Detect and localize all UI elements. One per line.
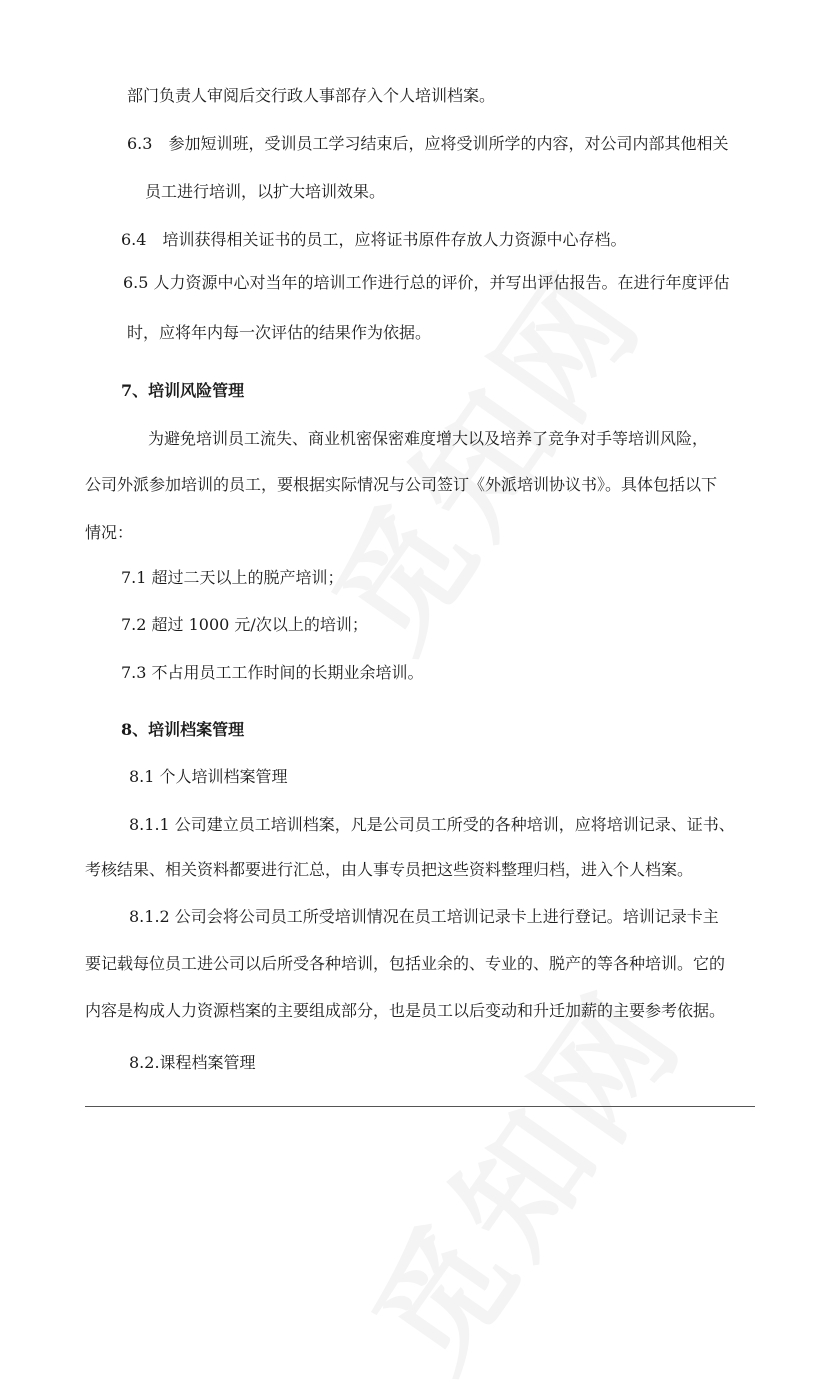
paragraph-line: 情况： — [85, 523, 134, 542]
item-6-5-cont: 时，应将年内每一次评估的结果作为依据。 — [127, 323, 432, 342]
subsection-heading-8-2: 8.2.课程档案管理 — [129, 1053, 256, 1072]
item-8-1-2-cont: 内容是构成人力资源档案的主要组成部分，也是员工以后变动和升迁加薪的主要参考依据。 — [85, 1001, 726, 1020]
item-6-4: 6.4 培训获得相关证书的员工，应将证书原件存放人力资源中心存档。 — [121, 230, 627, 249]
subsection-heading-8-1: 8.1 个人培训档案管理 — [129, 767, 288, 786]
item-8-1-1-cont: 考核结果、相关资料都要进行汇总，由人事专员把这些资料整理归档，进入个人档案。 — [85, 860, 694, 879]
paragraph-line: 部门负责人审阅后交行政人事部存入个人培训档案。 — [127, 86, 496, 105]
section-heading-8: 8、培训档案管理 — [121, 720, 245, 739]
watermark — [283, 228, 677, 679]
item-7-1: 7.1 超过二天以上的脱产培训； — [121, 568, 344, 587]
section-heading-7: 7、培训风险管理 — [121, 381, 245, 400]
item-7-3: 7.3 不占用员工工作时间的长期业余培训。 — [121, 663, 424, 682]
paragraph-line: 公司外派参加培训的员工，要根据实际情况与公司签订《外派培训协议书》。具体包括以下 — [85, 475, 718, 494]
item-6-3: 6.3 参加短训班，受训员工学习结束后，应将受训所学的内容，对公司内部其他相关 — [127, 134, 729, 153]
paragraph-line: 为避免培训员工流失、商业机密保密难度增大以及培养了竞争对手等培训风险， — [148, 429, 709, 448]
item-8-1-2-cont: 要记载每位员工进公司以后所受各种培训，包括业余的、专业的、脱产的等各种培训。它的 — [85, 954, 726, 973]
item-6-3-cont: 员工进行培训，以扩大培训效果。 — [145, 182, 386, 201]
item-6-5: 6.5 人力资源中心对当年的培训工作进行总的评价，并写出评估报告。在进行年度评估 — [123, 273, 730, 292]
item-8-1-2: 8.1.2 公司会将公司员工所受培训情况在员工培训记录卡上进行登记。培训记录卡主 — [129, 907, 719, 926]
footer-divider — [85, 1106, 755, 1107]
item-7-2: 7.2 超过 1000 元/次以上的培训； — [121, 615, 368, 634]
item-8-1-1: 8.1.1 公司建立员工培训档案，凡是公司员工所受的各种培训，应将培训记录、证书、 — [129, 815, 735, 834]
